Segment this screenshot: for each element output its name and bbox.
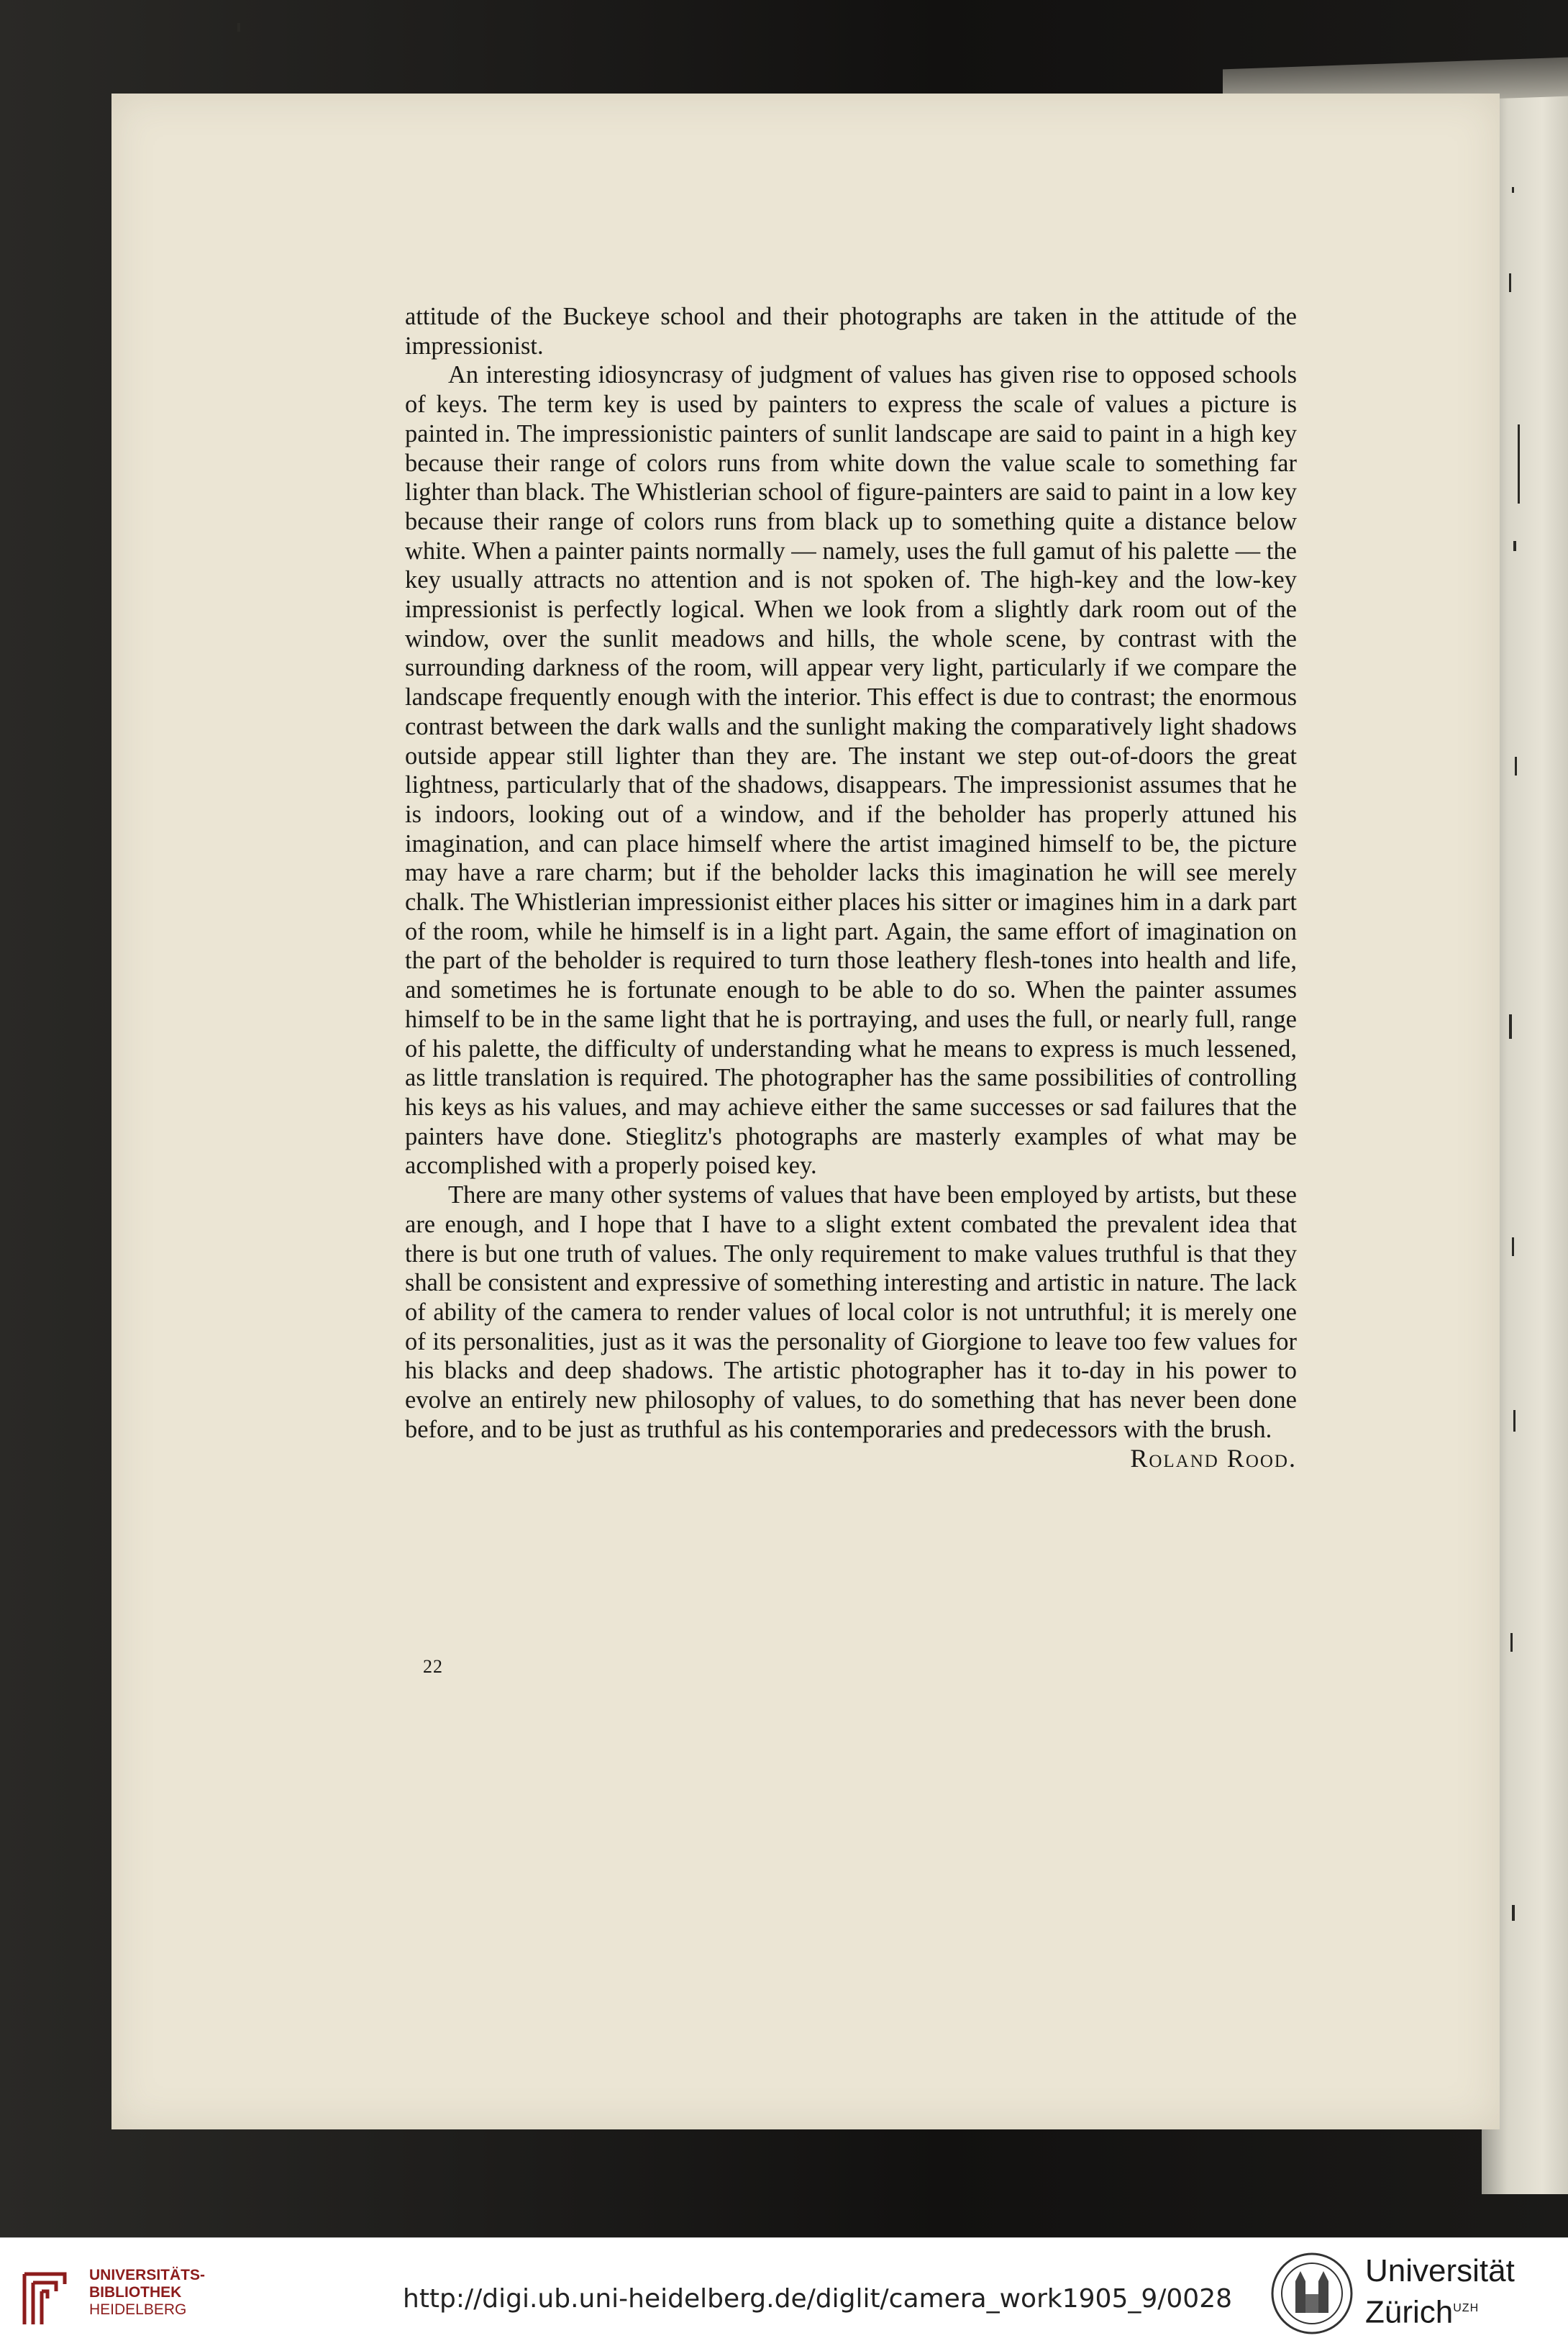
page-number: 22 [423, 1656, 443, 1677]
margin-mark [237, 23, 240, 32]
margin-mark [1518, 424, 1520, 504]
margin-mark [1513, 1410, 1515, 1432]
uzh-name-line1: Universität [1365, 2253, 1515, 2288]
author-signature: Roland Rood. [1130, 1444, 1297, 1473]
margin-mark [1509, 1014, 1512, 1039]
margin-mark [1512, 1237, 1514, 1256]
footer-bar [0, 2237, 1568, 2351]
library-name-line1: UNIVERSITÄTS- [89, 2267, 206, 2283]
ub-heidelberg-name [89, 2267, 205, 2319]
source-url-link[interactable]: http://digi.ub.uni-heidelberg.de/diglit/camera_work1905_9/0028 [403, 2284, 1233, 2314]
uzh-superscript: UZH [1453, 2302, 1480, 2314]
uzh-name [1365, 2252, 1515, 2332]
library-name-line3: HEIDELBERG [89, 2301, 187, 2318]
paragraph-1: attitude of the Buckeye school and their photographs are taken in the attitude of the impressionist. [405, 303, 1297, 360]
margin-mark [1513, 541, 1516, 551]
margin-mark [1515, 757, 1517, 776]
uzh-name-line2: Zürich [1365, 2294, 1454, 2330]
uzh-seal-icon [1270, 2251, 1354, 2336]
ub-heidelberg-logo-icon [10, 2260, 79, 2329]
margin-mark [1509, 273, 1511, 292]
margin-mark [1512, 187, 1514, 193]
paragraph-2: An interesting idiosyncrasy of judgment of values has given rise to opposed schools of keys. The term key is used by painters to express the scale of values a picture is painted in. The impressionistic painters of sunlit landscape are said to paint in a high key because their range of colors runs from white down the value scale to something far lighter than black. The Whistlerian school of figure-painters are said to paint in a low key because their range of colors runs from black up to something quite a distance below white. When a painter paints normally — namely, uses the full gamut of his palette — the key usually attracts no attention and is not spoken of. The high-key and the low-key impressionist is perfectly logical. When we look from a slightly dark room out of the window, over the sunlit meadows and hills, the whole scene, by contrast with the surrounding darkness of the room, will appear very light, particularly if we compare the landscape frequently enough with the interior. This effect is due to contrast; the enormous contrast between the dark walls and the sunlight making the comparatively light shadows outside appear still lighter than they are. The instant we step out-of-doors the great lightness, particularly that of the shadows, disappears. The impressionist assumes that he is indoors, looking out of a window, and if the beholder has properly attuned his imagination, and can place himself where the artist imagined himself to be, the picture may have a rare charm; but if the beholder lacks this imagination he will see merely chalk. The Whistlerian impressionist either places his sitter or imagines him in a dark part of the room, while he himself is in a light part. Again, the same effort of imagination on the part of the beholder is required to turn those leathery flesh-tones into health and life, and sometimes he is fortunate enough to be able to do so. When the painter assumes himself to be in the same light that he is portraying, and uses the full, or nearly full, range of his palette, the difficulty of understanding what he means to express is much lessened, as little translation is required. The photographer has the same possibilities of controlling his keys as his values, and may achieve either the same successes or sad failures that the painters have done. Stieglitz's photographs are masterly examples of what may be accomplished with a properly poised key. [405, 361, 1297, 1180]
margin-mark [1512, 1905, 1515, 1921]
paragraph-3: There are many other systems of values that have been employed by artists, but these are enough, and I hope that I have to a slight extent combated the prevalent idea that there is but one truth of values. The only requirement to make values truthful is that they shall be consistent and expressive of something interesting and artistic in nature. The lack of ability of the camera to render values of local color is not untruthful; it is merely one of its personalities, just as it was the personality of Giorgione to leave too few values for his blacks and deep shadows. The artistic photographer has it to-day in his power to evolve an entirely new philosophy of values, to do something that has never been done before, and to be just as truthful as his contemporaries and predecessors with the brush. [405, 1181, 1297, 1443]
article-text [405, 302, 1297, 1473]
library-name-line2: BIBLIOTHEK [89, 2284, 182, 2301]
margin-mark [1510, 1633, 1513, 1652]
